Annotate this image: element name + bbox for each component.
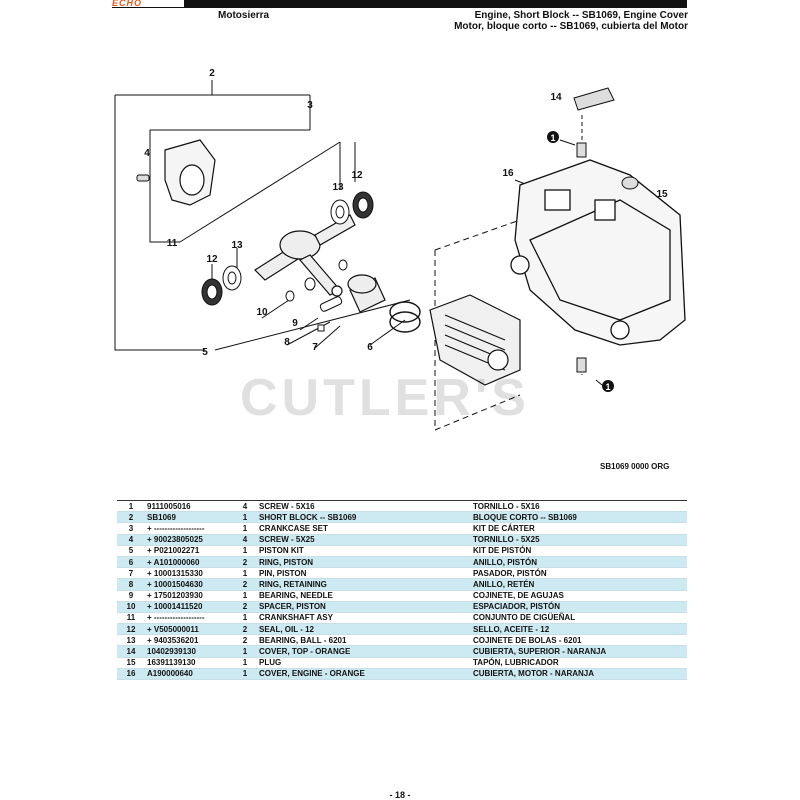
cell-part: A190000640	[145, 668, 233, 679]
cell-en: PLUG	[257, 657, 471, 668]
cell-es: ESPACIADOR, PISTÓN	[471, 601, 687, 612]
cell-es: PASADOR, PISTÓN	[471, 568, 687, 579]
callout-10: 10	[256, 307, 268, 318]
cell-part: 9111005016	[145, 501, 233, 512]
cell-part: + P021002271	[145, 545, 233, 556]
callout-2: 2	[209, 68, 215, 79]
cell-en: RING, RETAINING	[257, 579, 471, 590]
brand-logo: ECHO	[112, 0, 184, 7]
product-type-label: Motosierra	[218, 10, 270, 21]
cell-en: PISTON KIT	[257, 545, 471, 556]
cell-es: SELLO, ACEITE - 12	[471, 624, 687, 635]
table-row	[117, 635, 687, 646]
figure-reference: SB1069 0000 ORG	[600, 462, 670, 471]
cell-ref: 7	[117, 568, 145, 579]
table-row	[117, 512, 687, 523]
cell-es: CUBIERTA, MOTOR - NARANJA	[471, 668, 687, 679]
cell-ref: 2	[117, 512, 145, 523]
cell-es: KIT DE CÁRTER	[471, 523, 687, 534]
callout-16: 16	[502, 168, 514, 179]
cell-part: + 17501203930	[145, 590, 233, 601]
cell-ref: 4	[117, 534, 145, 545]
table-row	[117, 657, 687, 668]
crankcase-half	[165, 140, 215, 205]
cell-es: BLOQUE CORTO -- SB1069	[471, 512, 687, 523]
cell-part: 10402939130	[145, 646, 233, 657]
callout-3: 3	[307, 100, 313, 111]
table-row	[117, 601, 687, 612]
callout-14: 14	[550, 92, 562, 103]
cell-ref: 9	[117, 590, 145, 601]
header-bar	[112, 0, 687, 8]
cell-qty: 2	[233, 635, 257, 646]
cell-en: PIN, PISTON	[257, 568, 471, 579]
callout-1-top	[547, 131, 559, 143]
cell-part: + 90023805025	[145, 534, 233, 545]
callout-11: 11	[166, 238, 178, 249]
cell-qty: 4	[233, 501, 257, 512]
cell-part: 16391139130	[145, 657, 233, 668]
cell-qty: 4	[233, 534, 257, 545]
cell-ref: 10	[117, 601, 145, 612]
cell-es: TAPÓN, LUBRICADOR	[471, 657, 687, 668]
cell-part: + 9403536201	[145, 635, 233, 646]
cell-ref: 12	[117, 624, 145, 635]
cell-part: + 10001504630	[145, 579, 233, 590]
table-row	[117, 534, 687, 545]
piston-spacer	[286, 291, 294, 301]
cell-qty: 1	[233, 646, 257, 657]
svg-text:1: 1	[605, 382, 611, 392]
cell-ref: 3	[117, 523, 145, 534]
cell-en: COVER, TOP - ORANGE	[257, 646, 471, 657]
callout-12a: 12	[351, 170, 363, 181]
cell-es: ANILLO, RETÉN	[471, 579, 687, 590]
callout-15: 15	[656, 189, 668, 200]
needle-bearing	[305, 278, 315, 290]
cell-es: COJINETE, DE AGUJAS	[471, 590, 687, 601]
cell-qty: 1	[233, 523, 257, 534]
cell-part: + -------------------	[145, 612, 233, 623]
callout-7: 7	[312, 342, 318, 353]
table-row	[117, 624, 687, 635]
callout-13a: 13	[332, 182, 344, 193]
callout-13b: 13	[231, 240, 243, 251]
page-number: - 18 -	[389, 790, 411, 800]
cell-en: BEARING, NEEDLE	[257, 590, 471, 601]
cell-qty: 2	[233, 579, 257, 590]
table-row	[117, 668, 687, 679]
page-title	[454, 10, 688, 32]
cell-es: CONJUNTO DE CIGÜEÑAL	[471, 612, 687, 623]
cell-part: + 10001411520	[145, 601, 233, 612]
cell-en: CRANKCASE SET	[257, 523, 471, 534]
cell-ref: 15	[117, 657, 145, 668]
cell-ref: 14	[117, 646, 145, 657]
cell-qty: 1	[233, 612, 257, 623]
title-spanish: Motor, bloque corto -- SB1069, cubierta del Motor	[454, 21, 688, 32]
cell-ref: 16	[117, 668, 145, 679]
table-row	[117, 590, 687, 601]
table-row	[117, 523, 687, 534]
cell-qty: 1	[233, 512, 257, 523]
table-row	[117, 556, 687, 567]
cell-qty: 2	[233, 601, 257, 612]
cell-es: TORNILLO - 5X25	[471, 534, 687, 545]
callout-9: 9	[292, 318, 298, 329]
cell-en: SPACER, PISTON	[257, 601, 471, 612]
piston	[348, 275, 385, 312]
screw-5x25	[137, 175, 149, 181]
table-row	[117, 545, 687, 556]
cell-ref: 13	[117, 635, 145, 646]
callout-5: 5	[202, 347, 208, 358]
cell-en: RING, PISTON	[257, 556, 471, 567]
cell-ref: 8	[117, 579, 145, 590]
title-english: Engine, Short Block -- SB1069, Engine Cover	[474, 10, 688, 21]
cell-qty: 1	[233, 657, 257, 668]
cell-ref: 5	[117, 545, 145, 556]
cell-es: ANILLO, PISTÓN	[471, 556, 687, 567]
cell-en: SEAL, OIL - 12	[257, 624, 471, 635]
table-row	[117, 568, 687, 579]
callout-12b: 12	[206, 254, 218, 265]
parts-list-table	[117, 500, 687, 680]
cell-part: + 10001315330	[145, 568, 233, 579]
lubricator-plug	[622, 177, 638, 189]
cell-part: + V505000011	[145, 624, 233, 635]
table-row	[117, 579, 687, 590]
watermark: CUTLER'S	[240, 369, 530, 427]
table-row	[117, 501, 687, 512]
cell-qty: 1	[233, 545, 257, 556]
cell-en: CRANKSHAFT ASY	[257, 612, 471, 623]
cell-es: COJINETE DE BOLAS - 6201	[471, 635, 687, 646]
cell-qty: 2	[233, 624, 257, 635]
cell-es: TORNILLO - 5X16	[471, 501, 687, 512]
cell-ref: 11	[117, 612, 145, 623]
cell-en: COVER, ENGINE - ORANGE	[257, 668, 471, 679]
cell-part: + -------------------	[145, 523, 233, 534]
cell-qty: 2	[233, 556, 257, 567]
cell-ref: 1	[117, 501, 145, 512]
svg-text:1: 1	[550, 133, 556, 143]
cell-qty: 1	[233, 568, 257, 579]
retaining-ring	[318, 325, 324, 331]
cell-ref: 6	[117, 556, 145, 567]
cell-en: SCREW - 5X25	[257, 534, 471, 545]
table-row	[117, 612, 687, 623]
piston-pin	[319, 296, 342, 313]
top-cover	[574, 88, 614, 110]
engine-cover	[511, 160, 685, 345]
callout-8: 8	[284, 337, 290, 348]
cell-es: CUBIERTA, SUPERIOR - NARANJA	[471, 646, 687, 657]
table-row	[117, 646, 687, 657]
callout-4: 4	[144, 148, 150, 159]
cell-qty: 1	[233, 590, 257, 601]
cell-qty: 1	[233, 668, 257, 679]
cell-part: + A101000060	[145, 556, 233, 567]
cell-en: BEARING, BALL - 6201	[257, 635, 471, 646]
cell-en: SCREW - 5X16	[257, 501, 471, 512]
cell-part: SB1069	[145, 512, 233, 523]
cell-es: KIT DE PISTÓN	[471, 545, 687, 556]
callout-1-bottom	[602, 380, 614, 392]
callout-6: 6	[367, 342, 373, 353]
cell-en: SHORT BLOCK -- SB1069	[257, 512, 471, 523]
